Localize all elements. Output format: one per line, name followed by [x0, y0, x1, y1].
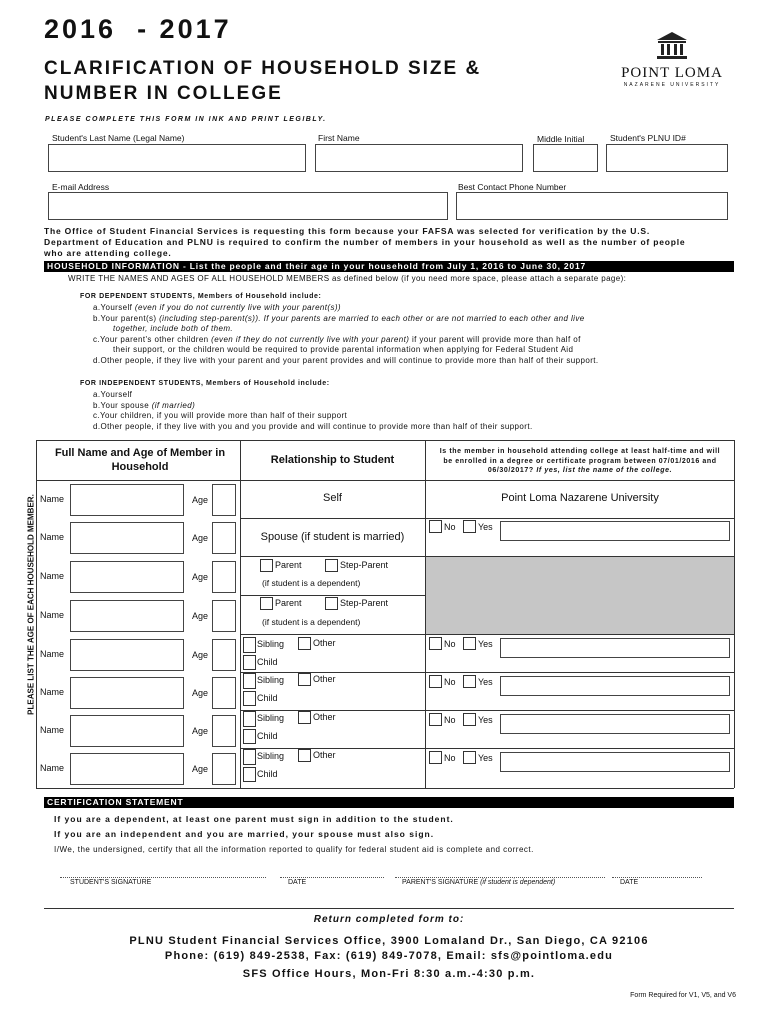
child-checkbox[interactable] [243, 729, 256, 744]
plnu-id-label: Student's PLNU ID# [610, 133, 686, 143]
sibling-checkbox[interactable] [243, 711, 256, 727]
col-name-age-header: Full Name and Age of Member in Household [54, 447, 226, 473]
sibling-label: Sibling [257, 639, 285, 649]
write-names-instruction: WRITE THE NAMES AND AGES OF ALL HOUSEHOLD MEMBERS as defined below (if you need more space, please attach a separate page): [68, 274, 627, 283]
member-name-input[interactable] [70, 639, 184, 671]
no-checkbox[interactable] [429, 520, 442, 533]
household-info-bar: HOUSEHOLD INFORMATION - List the people and their age in your household from July 1, 2016 to June 30, 2017 [44, 261, 734, 272]
no-label: No [444, 753, 456, 763]
name-label: Name [40, 610, 65, 620]
return-heading: Return completed form to: [313, 914, 465, 925]
name-label: Name [40, 494, 65, 504]
yes-checkbox[interactable] [463, 520, 476, 533]
college-self: Point Loma Nazarene University [501, 492, 659, 504]
sibling-label: Sibling [257, 751, 285, 761]
parent-date-label: DATE [620, 879, 639, 886]
other-checkbox[interactable] [298, 637, 311, 650]
phone-input[interactable] [456, 192, 728, 220]
yes-label: Yes [478, 639, 493, 649]
other-label: Other [313, 750, 336, 760]
college-name-input[interactable] [500, 676, 730, 696]
ink-instruction: PLEASE COMPLETE THIS FORM IN INK AND PRINT LEGIBLY. [45, 116, 327, 123]
parent-signature-label: PARENT'S SIGNATURE (if student is dependent) [402, 879, 556, 886]
member-age-input[interactable] [212, 484, 236, 516]
no-label: No [444, 677, 456, 687]
form-title [44, 56, 481, 106]
college-na-shaded [426, 557, 734, 634]
age-side-label: PLEASE LIST THE AGE OF EACH HOUSEHOLD MEMBER. [26, 494, 36, 715]
no-label: No [444, 639, 456, 649]
student-signature-label: STUDENT'S SIGNATURE [70, 879, 152, 886]
child-label: Child [257, 693, 278, 703]
member-name-input[interactable] [70, 484, 184, 516]
member-name-input[interactable] [70, 677, 184, 709]
step-parent-checkbox[interactable] [325, 597, 338, 610]
member-age-input[interactable] [212, 677, 236, 709]
name-label: Name [40, 725, 65, 735]
child-checkbox[interactable] [243, 655, 256, 670]
sibling-label: Sibling [257, 675, 285, 685]
no-checkbox[interactable] [429, 675, 442, 688]
step-parent-label: Step-Parent [340, 560, 389, 570]
yes-checkbox[interactable] [463, 637, 476, 650]
dependent-heading: FOR DEPENDENT STUDENTS, Members of Household include: [80, 293, 322, 300]
sibling-checkbox[interactable] [243, 673, 256, 689]
member-name-input[interactable] [70, 600, 184, 632]
member-age-input[interactable] [212, 715, 236, 747]
parent-checkbox[interactable] [260, 597, 273, 610]
student-signature-line[interactable] [60, 877, 266, 878]
if-dependent-note: (if student is a dependent) [262, 617, 361, 627]
rel-spouse: Spouse (if student is married) [260, 531, 405, 543]
logo-name: POINT LOMA [621, 65, 723, 81]
plnu-logo [612, 30, 732, 92]
form-required-note: Form Required for V1, V5, and V6 [630, 992, 736, 999]
sibling-checkbox[interactable] [243, 749, 256, 765]
title-line-1: CLARIFICATION OF HOUSEHOLD SIZE & [44, 58, 482, 79]
other-checkbox[interactable] [298, 673, 311, 686]
age-label: Age [192, 611, 209, 621]
student-date-label: DATE [288, 879, 307, 886]
name-label: Name [40, 687, 65, 697]
child-label: Child [257, 769, 278, 779]
age-label: Age [192, 650, 209, 660]
logo-subtitle: NAZARENE UNIVERSITY [623, 82, 721, 88]
age-label: Age [192, 495, 209, 505]
member-age-input[interactable] [212, 753, 236, 785]
child-checkbox[interactable] [243, 691, 256, 706]
col-relationship-header: Relationship to Student [270, 454, 395, 466]
cert-line-2: If you are an independent and you are married, your spouse must also sign. [54, 829, 435, 839]
member-age-input[interactable] [212, 600, 236, 632]
email-label: E-mail Address [52, 182, 110, 192]
middle-initial-label: Middle Initial [537, 134, 585, 144]
no-checkbox[interactable] [429, 713, 442, 726]
sibling-label: Sibling [257, 713, 285, 723]
rel-self: Self [323, 492, 342, 504]
parent-signature-line[interactable] [395, 877, 605, 878]
other-label: Other [313, 674, 336, 684]
last-name-input[interactable] [48, 144, 306, 172]
independent-list: a.Yourself b.Your spouse (if married) c.Your children, if you will provide more than half of their support d.Other people, if they live with you and you provide and will continue to provide more than half of their support. [93, 390, 533, 431]
yes-checkbox[interactable] [463, 713, 476, 726]
parent-date-line[interactable] [612, 877, 702, 878]
member-name-input[interactable] [70, 561, 184, 593]
yes-label: Yes [478, 677, 493, 687]
yes-label: Yes [478, 715, 493, 725]
phone-label: Best Contact Phone Number [458, 182, 567, 192]
name-label: Name [40, 649, 65, 659]
other-checkbox[interactable] [298, 749, 311, 762]
step-parent-label: Step-Parent [340, 598, 389, 608]
parent-label: Parent [275, 598, 302, 608]
age-label: Age [192, 572, 209, 582]
member-name-input[interactable] [70, 715, 184, 747]
yes-label: Yes [478, 753, 493, 763]
name-label: Name [40, 532, 65, 542]
office-address: PLNU Student Financial Services Office, 3900 Lomaland Dr., San Diego, CA 92106 [129, 935, 649, 947]
college-name-input[interactable] [500, 714, 730, 734]
intro-paragraph [44, 226, 685, 259]
member-age-input[interactable] [212, 561, 236, 593]
first-name-label: First Name [318, 133, 360, 143]
last-name-label: Student's Last Name (Legal Name) [52, 133, 185, 143]
no-checkbox[interactable] [429, 637, 442, 650]
step-parent-checkbox[interactable] [325, 559, 338, 572]
parent-label: Parent [275, 560, 302, 570]
intro-line-3: who are attending college. [44, 248, 172, 258]
age-label: Age [192, 726, 209, 736]
building-icon [654, 30, 690, 60]
child-label: Child [257, 731, 278, 741]
member-age-input[interactable] [212, 522, 236, 554]
title-line-2: NUMBER IN COLLEGE [44, 83, 283, 104]
other-label: Other [313, 638, 336, 648]
age-label: Age [192, 533, 209, 543]
plnu-id-input[interactable] [606, 144, 728, 172]
form-year: 2016 - 2017 [44, 14, 232, 44]
parent-checkbox[interactable] [260, 559, 273, 572]
name-label: Name [40, 763, 65, 773]
office-hours: SFS Office Hours, Mon-Fri 8:30 a.m.-4:30 p.m. [242, 968, 536, 980]
child-checkbox[interactable] [243, 767, 256, 782]
name-label: Name [40, 571, 65, 581]
yes-checkbox[interactable] [463, 675, 476, 688]
age-label: Age [192, 688, 209, 698]
college-name-input[interactable] [500, 521, 730, 541]
intro-line-2: Department of Education and PLNU is required to confirm the number of members in your household as well as the number of people [44, 237, 686, 247]
no-label: No [444, 715, 456, 725]
sibling-checkbox[interactable] [243, 637, 256, 653]
if-dependent-note: (if student is a dependent) [262, 578, 361, 588]
cert-line-1: If you are a dependent, at least one parent must sign in addition to the student. [54, 814, 454, 824]
child-label: Child [257, 657, 278, 667]
member-name-input[interactable] [70, 753, 184, 785]
dependent-list: a.Yourself (even if you do not currently live with your parent(s)) b.Your parent(s) (including step-parent(s)). If your parents are married to each other or are not married to each other and live together, include both of them. c.Your parent's other children (even if they do not currently live with your parent) if your parent will provide more than half of their support, or the children would be required to provide parental information when applying for Federal Student Aid d.Other people, if they live with your parent and your parent provides and will continue to provide more than half of their support. [93, 303, 599, 365]
first-name-input[interactable] [315, 144, 523, 172]
middle-initial-input[interactable] [533, 144, 598, 172]
other-checkbox[interactable] [298, 711, 311, 724]
certification-bar: CERTIFICATION STATEMENT [44, 797, 734, 808]
student-date-line[interactable] [280, 877, 384, 878]
other-label: Other [313, 712, 336, 722]
cert-line-3: I/We, the undersigned, certify that all the information reported to qualify for federal student aid is complete and correct. [54, 845, 534, 854]
office-contact: Phone: (619) 849-2538, Fax: (619) 849-7078, Email: sfs@pointloma.edu [164, 950, 614, 962]
member-age-input[interactable] [212, 639, 236, 671]
no-checkbox[interactable] [429, 751, 442, 764]
col-college-header: Is the member in household attending college at least half-time and will be enrolled in a degree or certificate program between 07/01/2016 and 06/30/2017? If yes, list the name of the college. [439, 448, 721, 474]
email-input[interactable] [48, 192, 448, 220]
college-name-input[interactable] [500, 752, 730, 772]
intro-line-1: The Office of Student Financial Services is requesting this form because your FAFSA was selected for verification by the U.S. [44, 226, 651, 236]
yes-label: Yes [478, 522, 493, 532]
member-name-input[interactable] [70, 522, 184, 554]
independent-heading: FOR INDEPENDENT STUDENTS, Members of Household include: [80, 380, 330, 387]
no-label: No [444, 522, 456, 532]
age-label: Age [192, 764, 209, 774]
college-name-input[interactable] [500, 638, 730, 658]
yes-checkbox[interactable] [463, 751, 476, 764]
